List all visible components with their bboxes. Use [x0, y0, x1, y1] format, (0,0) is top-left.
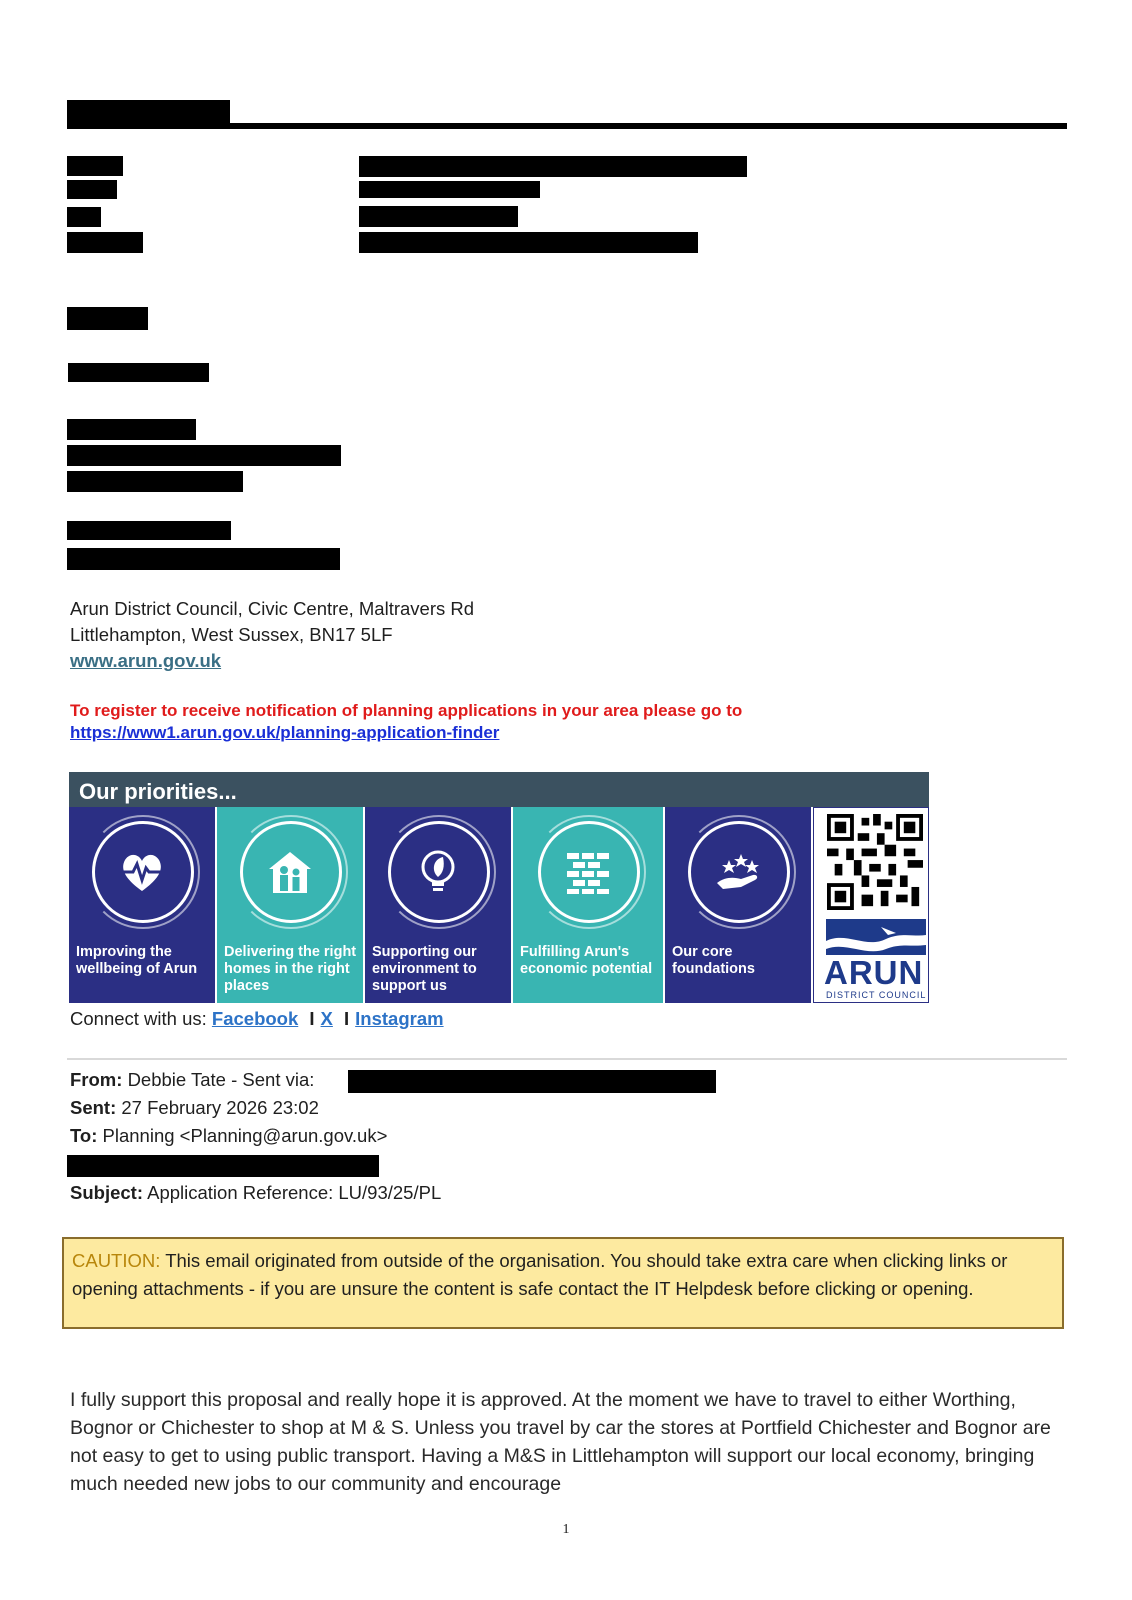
address-line-2: Littlehampton, West Sussex, BN17 5LF	[70, 624, 393, 645]
email-subject	[70, 1180, 441, 1206]
council-address	[70, 596, 474, 674]
tile-caption: Fulfilling Arun's economic potential	[520, 944, 653, 977]
subject-value: Application Reference: LU/93/25/PL	[147, 1182, 442, 1203]
hand-stars-icon	[713, 847, 763, 897]
facebook-link[interactable]: Facebook	[211, 1008, 299, 1029]
email-from	[70, 1067, 314, 1093]
redaction	[67, 1155, 379, 1177]
redaction	[68, 363, 209, 382]
redaction	[67, 548, 340, 570]
social-links	[70, 1008, 444, 1030]
sent-label: Sent:	[70, 1097, 117, 1118]
caution-text: This email originated from outside of the organisation. You should take extra care when clicking links or opening attachments - if you are unsure the content is safe contact the IT Helpdesk before clicking or opening.	[72, 1250, 1008, 1299]
subject-label: Subject:	[70, 1182, 143, 1203]
banner-title: Our priorities...	[79, 779, 237, 804]
redaction	[359, 206, 518, 227]
x-link[interactable]: X	[320, 1008, 333, 1029]
redaction	[67, 445, 341, 466]
email-body: I fully support this proposal and really hope it is approved. At the moment we have to travel to either Worthing, Bognor or Chichester to shop at M & S. Unless you travel by car the stores at Portfield Chichester and Bognor are not easy to get to using public transport. Having a M&S in Littlehampton will support our local economy, bringing much needed new jobs to our community and encourage	[70, 1389, 1051, 1495]
house-family-icon	[265, 847, 315, 897]
priority-tile-environment	[365, 807, 513, 1003]
priority-tile-homes	[217, 807, 365, 1003]
redaction	[67, 521, 231, 540]
link-separator: I	[309, 1008, 315, 1029]
redaction	[359, 181, 540, 198]
brick-wall-icon	[563, 847, 613, 897]
priority-tile-foundations	[665, 807, 813, 1003]
instagram-link[interactable]: Instagram	[355, 1008, 444, 1029]
redaction	[67, 180, 117, 199]
redaction	[348, 1070, 716, 1093]
divider	[67, 1058, 1067, 1060]
redaction	[67, 307, 148, 330]
email-to	[70, 1123, 387, 1149]
email-sent	[70, 1095, 319, 1121]
qr-code[interactable]	[827, 814, 923, 910]
from-label: From:	[70, 1069, 123, 1090]
header-rule	[67, 123, 1067, 129]
redaction	[67, 232, 143, 253]
heartbeat-icon	[117, 847, 167, 897]
redaction	[359, 156, 747, 177]
priorities-banner	[69, 772, 929, 1003]
priority-tile-wellbeing	[69, 807, 217, 1003]
from-value: Debbie Tate - Sent via:	[127, 1069, 315, 1090]
redaction	[67, 419, 196, 440]
lightbulb-leaf-icon	[413, 847, 463, 897]
connect-label: Connect with us:	[70, 1008, 207, 1029]
redaction	[359, 232, 698, 253]
priority-tiles	[69, 807, 929, 1003]
notice-text: To register to receive notification of planning applications in your area please go to	[70, 701, 743, 720]
page-number: 1	[562, 1522, 570, 1537]
arun-wave-logo	[826, 919, 926, 955]
arun-logo-text: ARUN	[824, 954, 924, 991]
sent-value: 27 February 2026 23:02	[121, 1097, 319, 1118]
tile-caption: Our core foundations	[672, 944, 755, 977]
tile-caption: Delivering the right homes in the right places	[224, 944, 357, 994]
redaction	[67, 156, 123, 176]
website-link[interactable]: www.arun.gov.uk	[70, 650, 222, 671]
link-separator: I	[344, 1008, 350, 1029]
address-line-1: Arun District Council, Civic Centre, Maltravers Rd	[70, 598, 475, 619]
caution-label: CAUTION:	[72, 1250, 161, 1271]
planning-notice	[70, 700, 742, 744]
caution-banner	[62, 1237, 1064, 1329]
tile-caption: Improving the wellbeing of Arun	[76, 944, 198, 977]
arun-logo-subtext: DISTRICT COUNCIL	[826, 990, 927, 1000]
redaction	[67, 207, 101, 227]
to-label: To:	[70, 1125, 98, 1146]
to-value: Planning <Planning@arun.gov.uk>	[102, 1125, 388, 1146]
planning-finder-link[interactable]: https://www1.arun.gov.uk/planning-application-finder	[70, 723, 500, 742]
redaction	[67, 471, 243, 492]
tile-caption: Supporting our environment to support us	[372, 944, 477, 994]
priority-tile-economic	[513, 807, 665, 1003]
arun-logo-panel	[813, 807, 929, 1003]
